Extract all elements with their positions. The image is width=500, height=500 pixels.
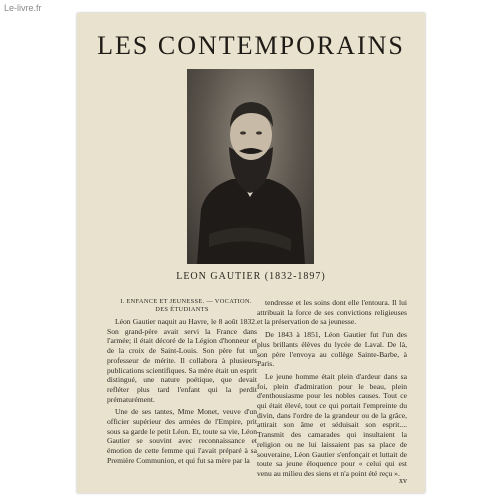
paragraph: Léon Gautier naquit au Havre, le 8 août 1832. Son grand-père avait servi la France dans l'armée; il était décoré de la Légion d'honneur et de la croix de Saint-Louis. Son père fut un professeur de mérite. Il collabora à plusieurs publications scientifiques. Sa mère était un esprit distingué, une nature poétique, que devait refléter plus tard l'enfant qui la perdit prématurément. [107,317,257,404]
page-number: xv [399,476,407,485]
watermark: Le-livre.fr [4,3,42,13]
left-column [107,298,257,469]
portrait-illustration [187,69,314,264]
portrait-caption: LEON GAUTIER (1832-1897) [176,271,326,282]
page-title: LES CONTEMPORAINS [97,31,405,60]
paragraph: tendresse et les soins dont elle l'entoura. Il lui attribuait la force de ses convictions religieuses et la préservation de sa jeunesse. [257,298,407,327]
section-heading: I. ENFANCE ET JEUNESSE. — VOCATION. DES ÉTUDIANTS [120,298,252,313]
paragraph: Une de ses tantes, Mme Monet, veuve d'un officier supérieur des armées de l'Empire, prit sous sa garde le petit Léon. Et, toute sa vie, Léon Gautier se souvint avec reconnaissance et émotion de cette femme qui l'avait préparé à sa Première Communion, et qui fut sa mère par la [107,407,257,465]
paragraph: Le jeune homme était plein d'ardeur dans sa foi, plein d'admiration pour le beau, plein d'enthousiasme pour les nobles causes. Tout ce qui était élevé, tout ce qui portait l'empreinte du divin, dans l'ordre de la grandeur ou de la grâce, attirait son âme et séduisait son esprit.... Transmit des camarades qui insultaient la religion ou ne lui laissaient pas sa place de souveraine, Léon Gautier s'enfonçait et luttait de toute sa jeune éloquence pour « celui qui est venu au milieu des siens et n'a point été reçu ». [257,371,407,478]
right-column [257,298,407,482]
book-page [77,13,425,493]
paragraph: De 1843 à 1851, Léon Gautier fut l'un des plus brillants élèves du lycée de Laval. De là, son père l'envoya au collège Sainte-Barbe, à Paris. [257,330,407,369]
portrait-photo [187,69,314,264]
